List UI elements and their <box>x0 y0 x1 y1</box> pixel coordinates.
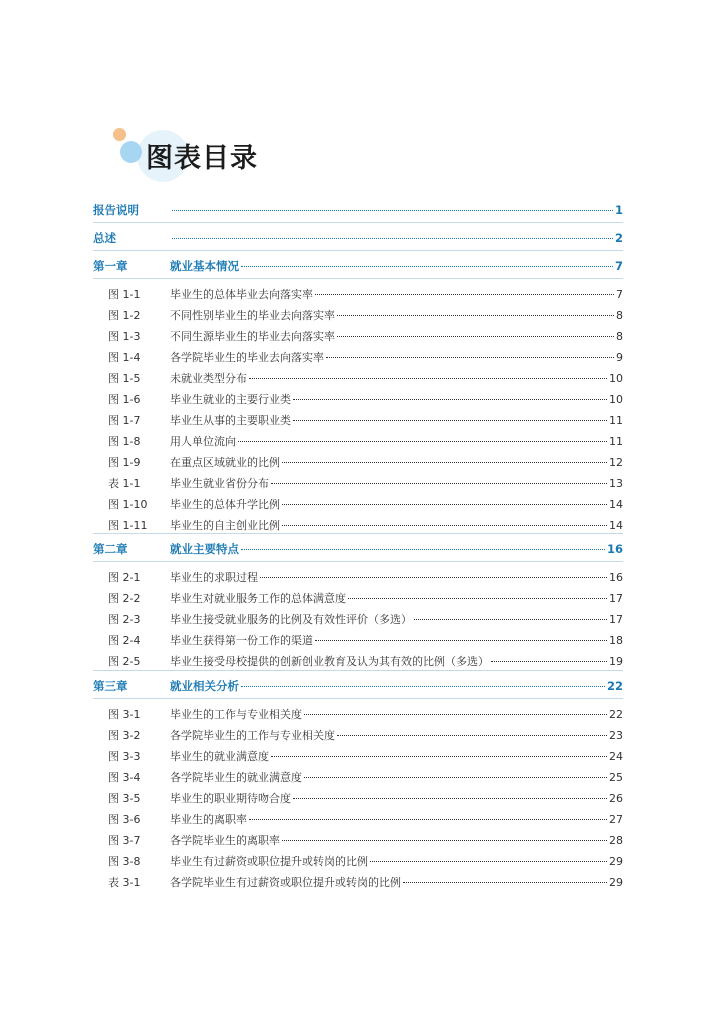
divider-line <box>93 278 623 279</box>
toc-figure-entry[interactable] <box>93 349 623 369</box>
dot-leader <box>337 735 607 736</box>
entry-page-number: 10 <box>609 393 623 406</box>
entry-number: 图 2-4 <box>108 634 141 647</box>
dot-leader <box>293 798 607 799</box>
entry-label: 各学院毕业生的离职率 <box>170 834 280 847</box>
toc-figure-entry[interactable] <box>93 433 623 453</box>
divider-line <box>93 561 623 562</box>
entry-page-number: 17 <box>609 592 623 605</box>
entry-page-number: 9 <box>616 351 623 364</box>
entry-label: 各学院毕业生的就业满意度 <box>170 771 302 784</box>
entry-label: 毕业生的总体升学比例 <box>170 498 280 511</box>
entry-label: 未就业类型分布 <box>170 372 247 385</box>
entry-label: 毕业生的总体毕业去向落实率 <box>170 288 313 301</box>
dot-leader <box>249 378 607 379</box>
entry-label: 毕业生的自主创业比例 <box>170 519 280 532</box>
dot-leader <box>315 294 614 295</box>
toc-figure-entry[interactable] <box>93 874 623 894</box>
entry-label: 毕业生的求职过程 <box>170 571 258 584</box>
entry-page-number: 22 <box>609 708 623 721</box>
toc-figure-entry[interactable] <box>93 632 623 652</box>
divider-line <box>93 222 623 223</box>
entry-page-number: 11 <box>609 414 623 427</box>
entry-page-number: 29 <box>609 855 623 868</box>
toc-chapter-entry[interactable] <box>93 230 623 250</box>
dot-leader <box>282 462 607 463</box>
decorative-circle-blue <box>120 141 142 163</box>
entry-number: 图 3-4 <box>108 771 141 784</box>
entry-number: 图 3-8 <box>108 855 141 868</box>
entry-label: 各学院毕业生有过薪资或职位提升或转岗的比例 <box>170 876 401 889</box>
entry-number: 图 1-4 <box>108 351 141 364</box>
entry-number: 图 2-5 <box>108 655 141 668</box>
dot-leader <box>271 756 607 757</box>
dot-leader <box>304 777 607 778</box>
entry-number: 图 2-3 <box>108 613 141 626</box>
entry-label: 毕业生的工作与专业相关度 <box>170 708 302 721</box>
dot-leader <box>337 315 614 316</box>
dot-leader <box>304 714 607 715</box>
dot-leader <box>315 640 607 641</box>
entry-label: 毕业生就业省份分布 <box>170 477 269 490</box>
entry-number: 表 1-1 <box>108 477 141 490</box>
entry-page-number: 16 <box>609 571 623 584</box>
dot-leader <box>238 441 607 442</box>
page-title: 图表目录 <box>146 143 258 174</box>
entry-number: 图 1-6 <box>108 393 141 406</box>
dot-leader <box>491 661 607 662</box>
toc-figure-entry[interactable] <box>93 517 623 537</box>
title-block <box>110 124 310 184</box>
dot-leader <box>282 504 607 505</box>
toc-chapter-entry[interactable] <box>93 202 623 222</box>
entry-number: 表 3-1 <box>108 876 141 889</box>
dot-leader <box>403 882 607 883</box>
entry-label: 毕业生获得第一份工作的渠道 <box>170 634 313 647</box>
entry-page-number: 19 <box>609 655 623 668</box>
entry-page-number: 27 <box>609 813 623 826</box>
dot-leader <box>293 399 607 400</box>
entry-page-number: 29 <box>609 876 623 889</box>
toc-figure-entry[interactable] <box>93 286 623 306</box>
dot-leader <box>282 840 607 841</box>
toc-figure-entry[interactable] <box>93 475 623 495</box>
entry-label: 就业相关分析 <box>170 679 239 693</box>
entry-label: 就业基本情况 <box>170 259 239 273</box>
toc-figure-entry[interactable] <box>93 307 623 327</box>
entry-label: 在重点区域就业的比例 <box>170 456 280 469</box>
entry-number: 图 3-2 <box>108 729 141 742</box>
entry-label: 毕业生接受就业服务的比例及有效性评价（多选） <box>170 613 412 626</box>
entry-label: 用人单位流向 <box>170 435 236 448</box>
dot-leader <box>370 861 607 862</box>
toc-figure-entry[interactable] <box>93 569 623 589</box>
dot-leader <box>260 577 607 578</box>
dot-leader <box>249 819 607 820</box>
dot-leader <box>414 619 607 620</box>
entry-label: 毕业生有过薪资或职位提升或转岗的比例 <box>170 855 368 868</box>
entry-page-number: 12 <box>609 456 623 469</box>
toc-figure-entry[interactable] <box>93 412 623 432</box>
entry-number: 图 3-3 <box>108 750 141 763</box>
entry-label: 各学院毕业生的工作与专业相关度 <box>170 729 335 742</box>
toc-figure-entry[interactable] <box>93 611 623 631</box>
entry-page-number: 2 <box>614 231 623 245</box>
entry-page-number: 16 <box>606 542 623 556</box>
entry-number: 总述 <box>93 231 116 245</box>
entry-label: 不同生源毕业生的毕业去向落实率 <box>170 330 335 343</box>
toc-figure-entry[interactable] <box>93 454 623 474</box>
toc-figure-entry[interactable] <box>93 706 623 726</box>
entry-number: 报告说明 <box>93 203 139 217</box>
entry-label: 毕业生接受母校提供的创新创业教育及认为其有效的比例（多选） <box>170 655 489 668</box>
entry-number: 图 2-1 <box>108 571 141 584</box>
entry-number: 图 2-2 <box>108 592 141 605</box>
entry-label: 毕业生的离职率 <box>170 813 247 826</box>
dot-leader <box>241 549 605 550</box>
divider-line <box>93 250 623 251</box>
toc-chapter-entry[interactable] <box>93 678 623 698</box>
entry-label: 就业主要特点 <box>170 542 239 556</box>
dot-leader <box>241 266 613 267</box>
entry-page-number: 14 <box>609 498 623 511</box>
entry-number: 图 1-3 <box>108 330 141 343</box>
entry-number: 第三章 <box>93 679 128 693</box>
entry-page-number: 28 <box>609 834 623 847</box>
toc-figure-entry[interactable] <box>93 370 623 390</box>
toc-figure-entry[interactable] <box>93 790 623 810</box>
toc-figure-entry[interactable] <box>93 853 623 873</box>
entry-number: 图 1-7 <box>108 414 141 427</box>
entry-label: 毕业生的职业期待吻合度 <box>170 792 291 805</box>
dot-leader <box>172 238 613 239</box>
toc-chapter-entry[interactable] <box>93 258 623 278</box>
entry-number: 图 1-1 <box>108 288 141 301</box>
entry-page-number: 18 <box>609 634 623 647</box>
entry-label: 毕业生就业的主要行业类 <box>170 393 291 406</box>
entry-page-number: 11 <box>609 435 623 448</box>
toc-figure-entry[interactable] <box>93 391 623 411</box>
dot-leader <box>293 420 607 421</box>
entry-number: 图 1-9 <box>108 456 141 469</box>
entry-page-number: 22 <box>606 679 623 693</box>
entry-number: 图 1-2 <box>108 309 141 322</box>
entry-number: 图 1-5 <box>108 372 141 385</box>
entry-page-number: 24 <box>609 750 623 763</box>
toc-figure-entry[interactable] <box>93 590 623 610</box>
dot-leader <box>172 210 613 211</box>
dot-leader <box>337 336 614 337</box>
entry-number: 图 3-1 <box>108 708 141 721</box>
dot-leader <box>282 525 607 526</box>
toc-figure-entry[interactable] <box>93 496 623 516</box>
dot-leader <box>326 357 614 358</box>
entry-number: 图 3-5 <box>108 792 141 805</box>
toc-figure-entry[interactable] <box>93 811 623 831</box>
entry-label: 毕业生的就业满意度 <box>170 750 269 763</box>
entry-label: 不同性别毕业生的毕业去向落实率 <box>170 309 335 322</box>
dot-leader <box>241 686 605 687</box>
entry-page-number: 13 <box>609 477 623 490</box>
entry-number: 第二章 <box>93 542 128 556</box>
toc-figure-entry[interactable] <box>93 769 623 789</box>
entry-page-number: 8 <box>616 309 623 322</box>
dot-leader <box>271 483 607 484</box>
toc-chapter-entry[interactable] <box>93 541 623 561</box>
entry-page-number: 17 <box>609 613 623 626</box>
entry-page-number: 1 <box>614 203 623 217</box>
entry-label: 毕业生对就业服务工作的总体满意度 <box>170 592 346 605</box>
entry-page-number: 26 <box>609 792 623 805</box>
decorative-circle-orange <box>113 128 126 141</box>
entry-page-number: 14 <box>609 519 623 532</box>
entry-page-number: 8 <box>616 330 623 343</box>
entry-number: 图 1-11 <box>108 519 148 532</box>
dot-leader <box>348 598 607 599</box>
entry-page-number: 7 <box>614 259 623 273</box>
entry-page-number: 10 <box>609 372 623 385</box>
entry-number: 图 1-8 <box>108 435 141 448</box>
entry-label: 各学院毕业生的毕业去向落实率 <box>170 351 324 364</box>
divider-line <box>93 698 623 699</box>
entry-number: 第一章 <box>93 259 128 273</box>
entry-number: 图 3-6 <box>108 813 141 826</box>
entry-number: 图 3-7 <box>108 834 141 847</box>
entry-page-number: 23 <box>609 729 623 742</box>
toc-figure-entry[interactable] <box>93 748 623 768</box>
entry-page-number: 25 <box>609 771 623 784</box>
entry-label: 毕业生从事的主要职业类 <box>170 414 291 427</box>
entry-page-number: 7 <box>616 288 623 301</box>
toc-figure-entry[interactable] <box>93 653 623 673</box>
entry-number: 图 1-10 <box>108 498 148 511</box>
toc-figure-entry[interactable] <box>93 727 623 747</box>
toc-figure-entry[interactable] <box>93 328 623 348</box>
toc-figure-entry[interactable] <box>93 832 623 852</box>
